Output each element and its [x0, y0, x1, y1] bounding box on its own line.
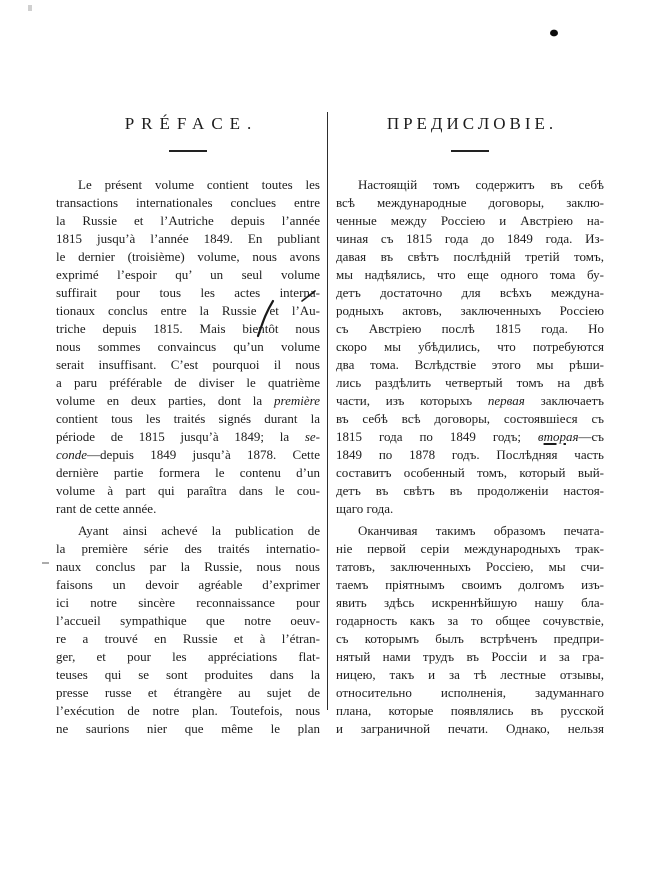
text-segment: Le présent volume contient toutes les: [78, 177, 320, 192]
underlined-word: тор: [543, 429, 566, 444]
text-line: [56, 482, 320, 500]
predislovie-column-russian: [336, 114, 604, 738]
text-segment: ніе первой серіи международныхъ трак-: [336, 541, 604, 556]
text-line: [336, 482, 604, 500]
text-line: [56, 320, 320, 338]
text-line: [56, 266, 320, 284]
text-line: [336, 356, 604, 374]
text-segment: volume à part qui paraîtra dans le cou-: [56, 483, 320, 498]
text-segment: родныхъ актовъ, заключенныхъ Россіею: [336, 303, 604, 318]
text-segment: детъ въ свѣтъ въ продолженіи настоя-: [336, 483, 604, 498]
text-segment: 1815 jusqu’à l’année 1849. En publiant: [56, 231, 320, 246]
text-line: [336, 248, 604, 266]
text-line: [56, 522, 320, 540]
text-segment: dernière partie formera le contenu d’un: [56, 465, 320, 480]
text-line: [56, 392, 320, 410]
text-segment: —съ: [578, 429, 604, 444]
text-line: [336, 194, 604, 212]
text-line: [56, 666, 320, 684]
text-segment: a paru préférable de diviser le quatrième: [56, 375, 320, 390]
text-segment: l’exécution de notre plan. Toutefois, nous: [56, 703, 320, 718]
text-segment: таемъ пріятнымъ своимъ долгомъ изъ-: [336, 577, 604, 592]
text-segment: первая: [487, 393, 525, 408]
predislovie-paragraph-2: [336, 522, 604, 738]
preface-body: [56, 176, 320, 738]
text-line: [336, 284, 604, 302]
text-line: [56, 410, 320, 428]
text-line: [56, 194, 320, 212]
text-segment: мы надѣялись, что еще одного тома бу-: [336, 267, 604, 282]
text-segment: exprimé l’espoir qu’ un seul volume: [56, 267, 320, 282]
text-segment: всѣ международные договоры, заклю-: [336, 195, 604, 210]
text-line: [56, 720, 320, 738]
text-line: [336, 446, 604, 464]
text-line: [336, 648, 604, 666]
text-segment: татовъ, заключенныхъ Россіею, мы счи-: [336, 559, 604, 574]
preface-paragraph-1: [56, 176, 320, 518]
text-segment: ченные между Россіею и Австріею на-: [336, 213, 604, 228]
heading-rule: [169, 150, 207, 152]
text-segment: заключаетъ: [524, 393, 604, 408]
text-line: [56, 500, 320, 518]
text-line: [56, 428, 320, 446]
text-segment: детъ достаточно для всѣхъ междуна-: [336, 285, 604, 300]
text-segment: ger, et pour les appréciations flat-: [56, 649, 320, 664]
text-segment: чиная съ 1815 года до 1849 года. Из-: [336, 231, 604, 246]
text-segment: —depuis 1849 jusqu’à 1878. Cette: [87, 447, 320, 462]
text-segment: относительно исполненія, задуманнаго: [336, 685, 604, 700]
text-segment: re a trouvé en Russie et à l’étran-: [56, 631, 320, 646]
text-line: [56, 648, 320, 666]
text-line: [336, 576, 604, 594]
predislovie-body: [336, 176, 604, 738]
text-line: [336, 594, 604, 612]
text-segment: se-: [304, 429, 320, 444]
text-line: [336, 392, 604, 410]
text-segment: ici notre sincère reconnaissance pour: [56, 595, 320, 610]
column-divider-rule: [327, 112, 328, 710]
heading-rule: [451, 150, 489, 152]
text-line: [56, 356, 320, 374]
text-segment: transactions internationales conclues entre: [56, 195, 320, 210]
text-line: [336, 212, 604, 230]
text-line: [56, 702, 320, 720]
text-line: [336, 630, 604, 648]
corner-speck-artifact: [28, 5, 32, 11]
text-segment: presse russe et étrangère au sujet de: [56, 685, 320, 700]
text-segment: la Russie et l’Autriche depuis l’année: [56, 213, 320, 228]
text-segment: два тома. Вслѣдствіе этого мы рѣши-: [336, 357, 604, 372]
text-segment: плана, которые появлялись въ русской: [336, 703, 604, 718]
text-line: [56, 230, 320, 248]
text-line: [336, 558, 604, 576]
text-segment: Ayant ainsi achevé la publication de: [78, 523, 320, 538]
preface-paragraph-2: [56, 522, 320, 738]
text-line: [336, 720, 604, 738]
text-line: [56, 212, 320, 230]
text-line: [336, 374, 604, 392]
text-segment: щаго года.: [336, 501, 394, 516]
text-segment: составитъ особенный томъ, который вый-: [336, 465, 604, 480]
text-segment: годарность какъ за то общее сочувствіе,: [336, 613, 604, 628]
text-line: [336, 320, 604, 338]
text-segment: 1815 года по 1849 годъ;: [336, 429, 538, 444]
text-segment: съ которымъ былъ встрѣченъ предпри-: [336, 631, 604, 646]
text-line: [56, 338, 320, 356]
text-line: [56, 464, 320, 482]
text-line: [56, 558, 320, 576]
predislovie-paragraph-1: [336, 176, 604, 518]
text-line: [56, 248, 320, 266]
text-line: [56, 284, 320, 302]
text-segment: triche depuis 1815. Mais bientôt nous: [56, 321, 320, 336]
text-segment: ne saurions nier que même le plan: [56, 721, 320, 736]
text-line: [336, 230, 604, 248]
text-segment: явить здѣсь искреннѣйшую нашу бла-: [336, 595, 604, 610]
text-line: [56, 302, 320, 320]
text-line: [336, 540, 604, 558]
text-segment: ая: [565, 429, 579, 444]
text-segment: volume en deux parties, dont la: [56, 393, 275, 408]
text-line: [336, 500, 604, 518]
text-line: [336, 464, 604, 482]
text-line: [336, 410, 604, 428]
ink-dot-artifact: [550, 30, 558, 37]
text-line: [56, 576, 320, 594]
text-segment: le dernier (troisième) volume, nous avons: [56, 249, 320, 264]
text-line: [56, 630, 320, 648]
text-segment: faisons un devoir agréable d’exprimer: [56, 577, 320, 592]
text-segment: 1849 по 1878 годъ. Послѣдняя часть: [336, 447, 604, 462]
text-line: [56, 446, 320, 464]
text-line: [56, 176, 320, 194]
text-line: [336, 338, 604, 356]
text-segment: nous sommes convaincus qu’un volume: [56, 339, 320, 354]
text-segment: rant de cette année.: [56, 501, 157, 516]
text-segment: suffirait pour tous les actes interna-: [56, 285, 320, 300]
text-line: [56, 540, 320, 558]
text-line: [336, 266, 604, 284]
text-segment: Оканчивая такимъ образомъ печата-: [358, 523, 604, 538]
predislovie-heading: ПРЕДИСЛОВІЕ.: [386, 114, 558, 133]
text-line: [336, 702, 604, 720]
text-segment: Настоящій томъ содержитъ въ себѣ: [358, 177, 604, 192]
text-segment: naux conclus par la Russie, nous nous: [56, 559, 320, 574]
text-line: [56, 594, 320, 612]
text-segment: давая въ свѣтъ послѣдній третій томъ,: [336, 249, 604, 264]
text-line: [336, 302, 604, 320]
text-line: [336, 176, 604, 194]
text-segment: contient tous les traités signés durant la: [56, 411, 320, 426]
text-segment: и заграничной печати. Однако, нельзя: [336, 721, 604, 736]
text-line: [336, 666, 604, 684]
text-segment: части, изъ которыхъ: [336, 393, 488, 408]
text-segment: лись раздѣлить четвертый томъ на двѣ: [336, 375, 604, 390]
text-segment: tionaux conclus entre la Russie et l’Au-: [56, 303, 320, 318]
text-line: [336, 684, 604, 702]
text-segment: нятый нами трудъ въ Россіи и за гра-: [336, 649, 604, 664]
text-segment: la première série des traités internatio-: [56, 541, 320, 556]
text-segment: въ себѣ всѣ договоры, состоявшіеся съ: [336, 411, 604, 426]
text-segment: première: [274, 393, 320, 408]
text-line: [56, 612, 320, 630]
text-segment: serait insuffisant. C’est pourquoi il nous: [56, 357, 320, 372]
text-segment: съ Австріею послѣ 1815 года. Но: [336, 321, 604, 336]
text-segment: в: [537, 429, 544, 444]
text-line: [336, 612, 604, 630]
text-segment: teuses qui se sont produites dans la: [56, 667, 320, 682]
text-segment: l’accueil sympathique que notre oeuv-: [56, 613, 320, 628]
text-line: [336, 522, 604, 540]
text-segment: ницею, такъ и за тѣ лестные отзывы,: [336, 667, 604, 682]
text-line: [56, 374, 320, 392]
preface-column-french: [56, 114, 320, 738]
text-line: [336, 428, 604, 446]
preface-heading: PRÉFACE.: [124, 114, 259, 133]
text-segment: période de 1815 jusqu’à 1849; la: [56, 429, 305, 444]
text-segment: скоро мы убѣдились, что потребуются: [336, 339, 604, 354]
text-line: [56, 684, 320, 702]
text-segment: conde: [56, 447, 88, 462]
margin-dash-artifact: [42, 562, 49, 564]
